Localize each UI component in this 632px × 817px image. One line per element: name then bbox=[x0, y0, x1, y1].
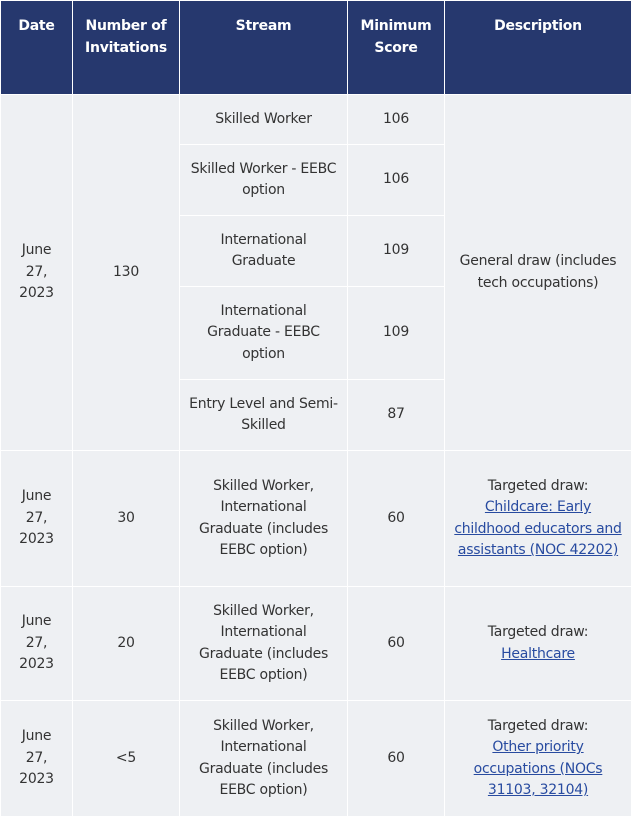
invitations-cell: 130 bbox=[73, 95, 180, 451]
stream-cell: Skilled Worker - EEBC option bbox=[180, 145, 348, 216]
date-cell: June 27, 2023 bbox=[1, 701, 73, 817]
stream-cell: Skilled Worker, International Graduate (includes EEBC option) bbox=[180, 701, 348, 817]
childcare-link[interactable]: Childcare: Early childhood educators and assistants (NOC 42202) bbox=[454, 499, 622, 558]
table-row bbox=[1, 587, 632, 701]
healthcare-link[interactable]: Healthcare bbox=[501, 645, 575, 662]
header-date: Date bbox=[1, 1, 73, 95]
table-row bbox=[1, 95, 632, 145]
score-cell: 109 bbox=[348, 287, 445, 380]
description-cell bbox=[445, 701, 632, 817]
score-cell: 87 bbox=[348, 380, 445, 451]
table-row bbox=[1, 701, 632, 817]
table-row bbox=[1, 451, 632, 587]
other-priority-occupations-link[interactable]: Other priority occupations (NOCs 31103, 32104) bbox=[473, 739, 603, 798]
stream-cell: International Graduate - EEBC option bbox=[180, 287, 348, 380]
score-cell: 109 bbox=[348, 216, 445, 287]
date-cell: June 27, 2023 bbox=[1, 95, 73, 451]
score-cell: 60 bbox=[348, 587, 445, 701]
score-cell: 60 bbox=[348, 451, 445, 587]
invitations-cell: <5 bbox=[73, 701, 180, 817]
score-cell: 60 bbox=[348, 701, 445, 817]
description-cell: General draw (includes tech occupations) bbox=[445, 95, 632, 451]
description-cell bbox=[445, 451, 632, 587]
date-cell: June 27, 2023 bbox=[1, 587, 73, 701]
stream-cell: Skilled Worker, International Graduate (includes EEBC option) bbox=[180, 587, 348, 701]
stream-cell: International Graduate bbox=[180, 216, 348, 287]
score-cell: 106 bbox=[348, 145, 445, 216]
header-min-score: Minimum Score bbox=[348, 1, 445, 95]
header-description: Description bbox=[445, 1, 632, 95]
score-cell: 106 bbox=[348, 95, 445, 145]
description-label: Targeted draw: bbox=[487, 717, 589, 734]
stream-cell: Skilled Worker bbox=[180, 95, 348, 145]
header-invitations: Number of Invitations bbox=[73, 1, 180, 95]
stream-cell: Entry Level and Semi-Skilled bbox=[180, 380, 348, 451]
description-label: Targeted draw: bbox=[487, 477, 589, 494]
invitations-cell: 20 bbox=[73, 587, 180, 701]
date-cell: June 27, 2023 bbox=[1, 451, 73, 587]
invitations-cell: 30 bbox=[73, 451, 180, 587]
description-cell bbox=[445, 587, 632, 701]
description-label: Targeted draw: bbox=[487, 624, 589, 640]
stream-cell: Skilled Worker, International Graduate (includes EEBC option) bbox=[180, 451, 348, 587]
header-stream: Stream bbox=[180, 1, 348, 95]
header-row bbox=[1, 1, 632, 95]
